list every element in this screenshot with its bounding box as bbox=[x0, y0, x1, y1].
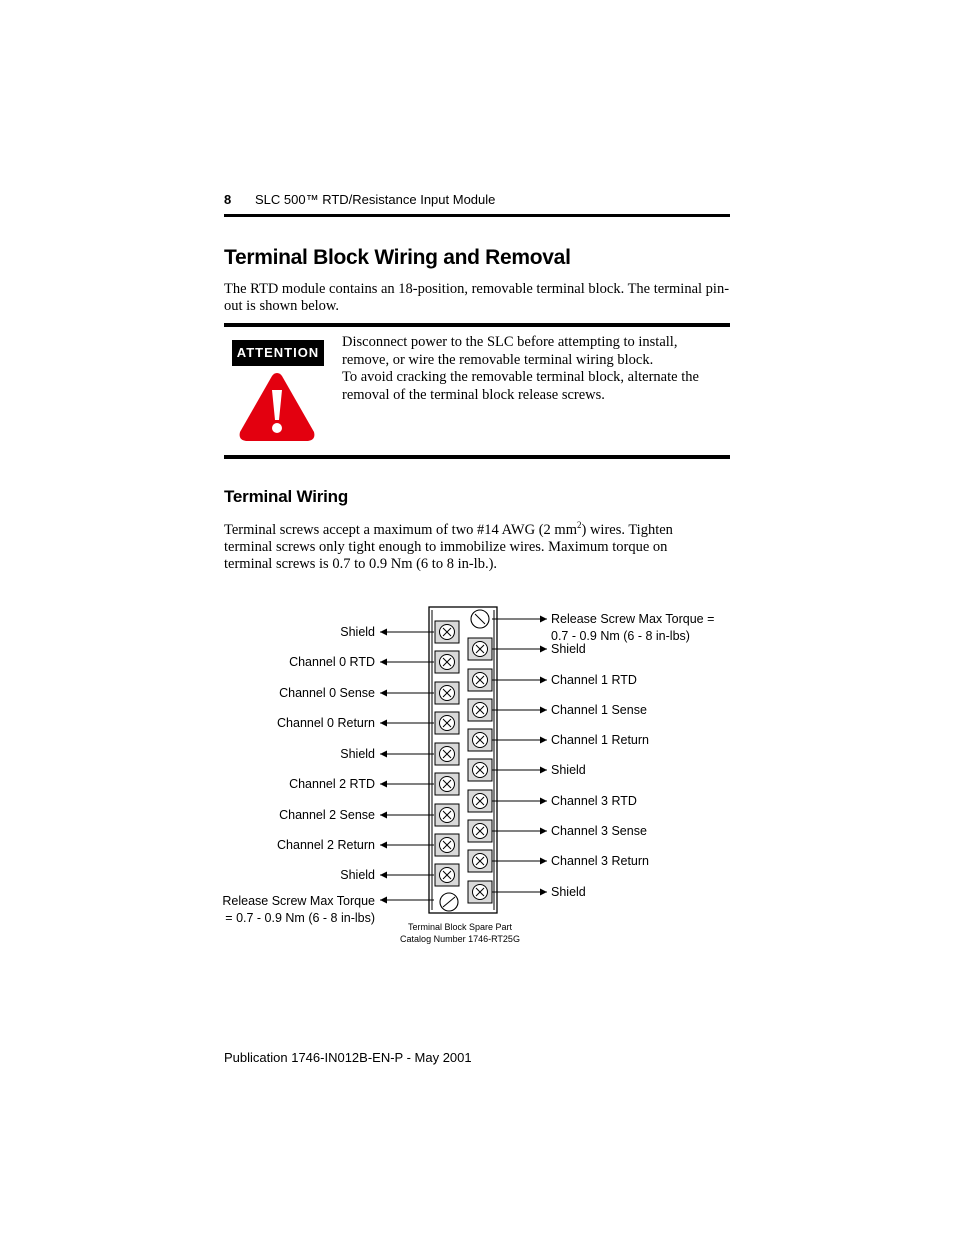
left-terminal-label: Shield bbox=[340, 625, 375, 639]
right-release-label-1: Release Screw Max Torque = bbox=[551, 612, 715, 626]
attention-text-2: To avoid cracking the removable terminal block, alternate the removal of the terminal block release screws. bbox=[342, 369, 699, 403]
left-terminal-screw bbox=[435, 864, 459, 886]
right-terminal-screw bbox=[468, 729, 492, 751]
right-terminal-screw bbox=[468, 820, 492, 842]
right-terminal-label: Channel 3 Return bbox=[551, 854, 649, 868]
left-terminal-label: Channel 0 Sense bbox=[279, 686, 375, 700]
right-release-label-2: 0.7 - 0.9 Nm (6 - 8 in-lbs) bbox=[551, 629, 690, 643]
right-terminal-label: Channel 1 RTD bbox=[551, 673, 637, 687]
left-terminal-label: Channel 0 Return bbox=[277, 716, 375, 730]
right-terminal-screw bbox=[468, 790, 492, 812]
section-title: Terminal Block Wiring and Removal bbox=[224, 246, 571, 269]
left-terminal-label: Shield bbox=[340, 868, 375, 882]
right-terminal-label: Channel 3 RTD bbox=[551, 794, 637, 808]
left-release-label-1: Release Screw Max Torque bbox=[222, 894, 375, 908]
left-terminal-screw bbox=[435, 682, 459, 704]
left-terminal-screw bbox=[435, 651, 459, 673]
right-terminal-screw bbox=[468, 850, 492, 872]
wiring-text-after: ) wires. Tighten terminal screws only tight enough to immobilize wires. Maximum torque on terminal screws is 0.7 to 0.9 Nm (6 to 8 in-lb.). bbox=[224, 522, 673, 572]
right-terminal-screw bbox=[468, 699, 492, 721]
right-terminal-label: Shield bbox=[551, 763, 586, 777]
attention-badge: ATTENTION bbox=[232, 340, 324, 366]
left-terminal-screw bbox=[435, 743, 459, 765]
left-terminal-label: Channel 2 RTD bbox=[289, 777, 375, 791]
right-terminal-screw bbox=[468, 638, 492, 660]
right-terminal-screw bbox=[468, 881, 492, 903]
left-terminal-label: Channel 2 Sense bbox=[279, 808, 375, 822]
left-terminal-screw bbox=[435, 773, 459, 795]
left-terminal-screw bbox=[435, 834, 459, 856]
subsection-title: Terminal Wiring bbox=[224, 487, 349, 506]
right-terminal-screw bbox=[468, 669, 492, 691]
left-terminal-screw bbox=[435, 804, 459, 826]
attention-text-1: Disconnect power to the SLC before attempting to install, remove, or wire the removable terminal wiring block. bbox=[342, 334, 678, 368]
left-terminal-screw bbox=[435, 712, 459, 734]
left-release-label-2: = 0.7 - 0.9 Nm (6 - 8 in-lbs) bbox=[225, 911, 375, 925]
right-terminal-label: Channel 3 Sense bbox=[551, 824, 647, 838]
left-terminal-label: Channel 2 Return bbox=[277, 838, 375, 852]
intro-paragraph: The RTD module contains an 18-position, removable terminal block. The terminal pin-out is shown below. bbox=[224, 281, 730, 314]
left-terminal-label: Channel 0 RTD bbox=[289, 655, 375, 669]
diagram-caption-2: Catalog Number 1746-RT25G bbox=[400, 934, 520, 944]
publication-footer: Publication 1746-IN012B-EN-P - May 2001 bbox=[224, 1050, 472, 1065]
diagram-caption-1: Terminal Block Spare Part bbox=[407, 922, 513, 932]
right-terminal-label: Shield bbox=[551, 885, 586, 899]
wiring-text-before: Terminal screws accept a maximum of two #14 AWG (2 mm bbox=[224, 522, 577, 538]
right-terminal-label: Channel 1 Sense bbox=[551, 703, 647, 717]
left-terminal-screw bbox=[435, 621, 459, 643]
page-number: 8 bbox=[224, 192, 232, 207]
left-terminal-label: Shield bbox=[340, 747, 375, 761]
wiring-superscript: 2 bbox=[576, 520, 582, 530]
right-terminal-screw bbox=[468, 759, 492, 781]
right-terminal-label: Shield bbox=[551, 642, 586, 656]
running-title: SLC 500™ RTD/Resistance Input Module bbox=[255, 192, 496, 207]
right-terminal-label: Channel 1 Return bbox=[551, 733, 649, 747]
